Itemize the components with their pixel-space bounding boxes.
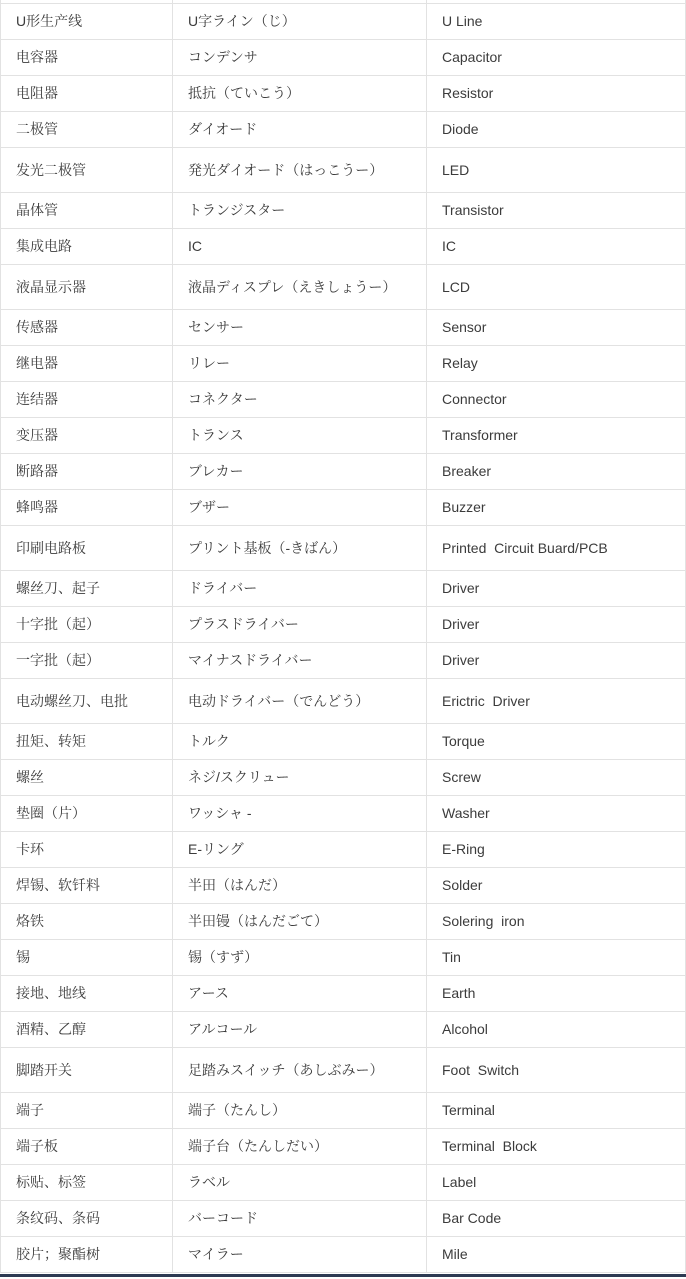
english-term-cell: Terminal bbox=[442, 1102, 495, 1119]
english-term-cell: Driver bbox=[442, 580, 480, 597]
chinese-term-cell: 焊锡、软钎料 bbox=[1, 868, 173, 903]
chinese-term-cell: 二极管 bbox=[1, 112, 173, 147]
english-term-cell: LCD bbox=[442, 278, 471, 295]
english-term-cell: Resistor bbox=[442, 85, 494, 102]
english-term-cell: Alcohol bbox=[442, 1021, 488, 1038]
chinese-term-cell: 螺丝刀、起子 bbox=[1, 571, 173, 606]
english-term-cell: Transistor bbox=[442, 202, 504, 219]
table-row bbox=[1, 868, 685, 904]
table-row bbox=[1, 265, 685, 310]
table-row bbox=[1, 148, 685, 193]
english-term-cell: Driver bbox=[442, 616, 480, 633]
english-term-cell: Terminal Block bbox=[442, 1138, 537, 1155]
chinese-term-cell: 扭矩、转矩 bbox=[1, 724, 173, 759]
english-term-cell: Capacitor bbox=[442, 49, 502, 66]
english-term-cell: Foot Switch bbox=[442, 1061, 520, 1078]
table-row bbox=[1, 724, 685, 760]
japanese-term-cell: トランジスター bbox=[173, 193, 427, 228]
table-row bbox=[1, 571, 685, 607]
chinese-term-cell: 连结器 bbox=[1, 382, 173, 417]
table-row bbox=[1, 1165, 685, 1201]
table-row bbox=[1, 193, 685, 229]
table-row bbox=[1, 40, 685, 76]
chinese-term-cell: 液晶显示器 bbox=[1, 265, 173, 309]
japanese-term-cell: リレー bbox=[173, 346, 427, 381]
chinese-term-cell: 酒精、乙醇 bbox=[1, 1012, 173, 1047]
english-term-cell: Solder bbox=[442, 877, 483, 894]
english-term-cell: Earth bbox=[442, 985, 476, 1002]
japanese-term-cell: ブレカー bbox=[173, 454, 427, 489]
chinese-term-cell bbox=[1, 0, 173, 3]
table-row bbox=[1, 454, 685, 490]
english-term-cell: Printed Circuit Buard/PCB bbox=[442, 539, 608, 556]
japanese-term-cell: コンデンサ bbox=[173, 40, 427, 75]
table-row bbox=[1, 382, 685, 418]
japanese-term-cell: 液晶ディスプレ（えきしょうー） bbox=[173, 265, 427, 309]
table-row bbox=[1, 1201, 685, 1237]
english-term-cell bbox=[427, 0, 685, 3]
japanese-term-cell: ダイオード bbox=[173, 112, 427, 147]
japanese-term-cell: E-リング bbox=[173, 832, 427, 867]
japanese-term-cell: プラスドライバー bbox=[173, 607, 427, 642]
english-term-cell: Washer bbox=[442, 805, 490, 822]
japanese-term-cell: トランス bbox=[173, 418, 427, 453]
table-row bbox=[1, 310, 685, 346]
chinese-term-cell: 传感器 bbox=[1, 310, 173, 345]
chinese-term-cell: U形生产线 bbox=[1, 4, 173, 39]
chinese-term-cell: 脚踏开关 bbox=[1, 1048, 173, 1092]
chinese-term-cell: 变压器 bbox=[1, 418, 173, 453]
chinese-term-cell: 印刷电路板 bbox=[1, 526, 173, 570]
table-row bbox=[1, 526, 685, 571]
english-term-cell: Label bbox=[442, 1174, 477, 1191]
table-row bbox=[1, 1237, 685, 1273]
chinese-term-cell: 条纹码、条码 bbox=[1, 1201, 173, 1236]
japanese-term-cell: 端子（たんし） bbox=[173, 1093, 427, 1128]
english-term-cell: Driver bbox=[442, 652, 480, 669]
chinese-term-cell: 垫圈（片） bbox=[1, 796, 173, 831]
table-row bbox=[1, 1129, 685, 1165]
chinese-term-cell: 螺丝 bbox=[1, 760, 173, 795]
japanese-term-cell: 抵抗（ていこう） bbox=[173, 76, 427, 111]
japanese-term-cell: ラベル bbox=[173, 1165, 427, 1200]
japanese-term-cell: 端子台（たんしだい） bbox=[173, 1129, 427, 1164]
table-row bbox=[1, 490, 685, 526]
chinese-term-cell: 集成电路 bbox=[1, 229, 173, 264]
japanese-term-cell: トルク bbox=[173, 724, 427, 759]
chinese-term-cell: 烙铁 bbox=[1, 904, 173, 939]
table-row bbox=[1, 976, 685, 1012]
table-row bbox=[1, 1012, 685, 1048]
english-term-cell: Breaker bbox=[442, 463, 492, 480]
japanese-term-cell: ドライバー bbox=[173, 571, 427, 606]
chinese-term-cell: 发光二极管 bbox=[1, 148, 173, 192]
table-row bbox=[1, 346, 685, 382]
table-row bbox=[1, 940, 685, 976]
table-row bbox=[1, 796, 685, 832]
footer-bar bbox=[0, 1274, 686, 1277]
table-row bbox=[1, 112, 685, 148]
japanese-term-cell: IC bbox=[173, 229, 427, 264]
table-row bbox=[1, 4, 685, 40]
english-term-cell: Torque bbox=[442, 733, 485, 750]
table-row bbox=[1, 904, 685, 940]
japanese-term-cell: マイナスドライバー bbox=[173, 643, 427, 678]
japanese-term-cell: ワッシャ - bbox=[173, 796, 427, 831]
chinese-term-cell: 电动螺丝刀、电批 bbox=[1, 679, 173, 723]
chinese-term-cell: 继电器 bbox=[1, 346, 173, 381]
japanese-term-cell bbox=[173, 0, 427, 3]
japanese-term-cell: バーコード bbox=[173, 1201, 427, 1236]
japanese-term-cell: コネクター bbox=[173, 382, 427, 417]
japanese-term-cell: ブザー bbox=[173, 490, 427, 525]
english-term-cell: E-Ring bbox=[442, 841, 485, 858]
japanese-term-cell: アース bbox=[173, 976, 427, 1011]
table-row bbox=[1, 229, 685, 265]
chinese-term-cell: 端子板 bbox=[1, 1129, 173, 1164]
english-term-cell: Screw bbox=[442, 769, 481, 786]
japanese-term-cell: プリント基板（‐きばん） bbox=[173, 526, 427, 570]
table-row bbox=[1, 1048, 685, 1093]
english-term-cell: Tin bbox=[442, 949, 461, 966]
english-term-cell: Buzzer bbox=[442, 499, 486, 516]
japanese-term-cell: U字ライン（じ） bbox=[173, 4, 427, 39]
japanese-term-cell: マイラー bbox=[173, 1237, 427, 1272]
english-term-cell: Sensor bbox=[442, 319, 487, 336]
chinese-term-cell: 断路器 bbox=[1, 454, 173, 489]
english-term-cell: Relay bbox=[442, 355, 478, 372]
table-row bbox=[1, 607, 685, 643]
english-term-cell: Mile bbox=[442, 1246, 468, 1263]
japanese-term-cell: 电动ドライバー（でんどう） bbox=[173, 679, 427, 723]
english-term-cell: Transformer bbox=[442, 427, 518, 444]
japanese-term-cell: アルコール bbox=[173, 1012, 427, 1047]
english-term-cell: Diode bbox=[442, 121, 479, 138]
table-row bbox=[1, 760, 685, 796]
chinese-term-cell: 晶体管 bbox=[1, 193, 173, 228]
table-row bbox=[1, 643, 685, 679]
english-term-cell: Connector bbox=[442, 391, 507, 408]
chinese-term-cell: 端子 bbox=[1, 1093, 173, 1128]
japanese-term-cell: 半田（はんだ） bbox=[173, 868, 427, 903]
english-term-cell: IC bbox=[442, 238, 456, 255]
table-row bbox=[1, 418, 685, 454]
chinese-term-cell: 电容器 bbox=[1, 40, 173, 75]
chinese-term-cell: 蜂鸣器 bbox=[1, 490, 173, 525]
chinese-term-cell: 胶片；聚酯树 bbox=[1, 1237, 173, 1272]
english-term-cell: LED bbox=[442, 161, 470, 178]
chinese-term-cell: 接地、地线 bbox=[1, 976, 173, 1011]
chinese-term-cell: 电阻器 bbox=[1, 76, 173, 111]
table-row bbox=[1, 76, 685, 112]
english-term-cell: Solering iron bbox=[442, 913, 525, 930]
english-term-cell: Bar Code bbox=[442, 1210, 502, 1227]
table-row bbox=[1, 679, 685, 724]
chinese-term-cell: 卡环 bbox=[1, 832, 173, 867]
english-term-cell: Erictric Driver bbox=[442, 692, 530, 709]
chinese-term-cell: 十字批（起） bbox=[1, 607, 173, 642]
japanese-term-cell: 半田镘（はんだごて） bbox=[173, 904, 427, 939]
japanese-term-cell: 锡（すず） bbox=[173, 940, 427, 975]
chinese-term-cell: 标贴、标签 bbox=[1, 1165, 173, 1200]
japanese-term-cell: 足踏みスイッチ（あしぶみー） bbox=[173, 1048, 427, 1092]
chinese-term-cell: 一字批（起） bbox=[1, 643, 173, 678]
table-row bbox=[1, 1093, 685, 1129]
japanese-term-cell: ネジ/スクリュー bbox=[173, 760, 427, 795]
english-term-cell: U Line bbox=[442, 13, 483, 30]
chinese-term-cell: 锡 bbox=[1, 940, 173, 975]
japanese-term-cell: センサー bbox=[173, 310, 427, 345]
table-row bbox=[1, 832, 685, 868]
japanese-term-cell: 発光ダイオード（はっこうー） bbox=[173, 148, 427, 192]
